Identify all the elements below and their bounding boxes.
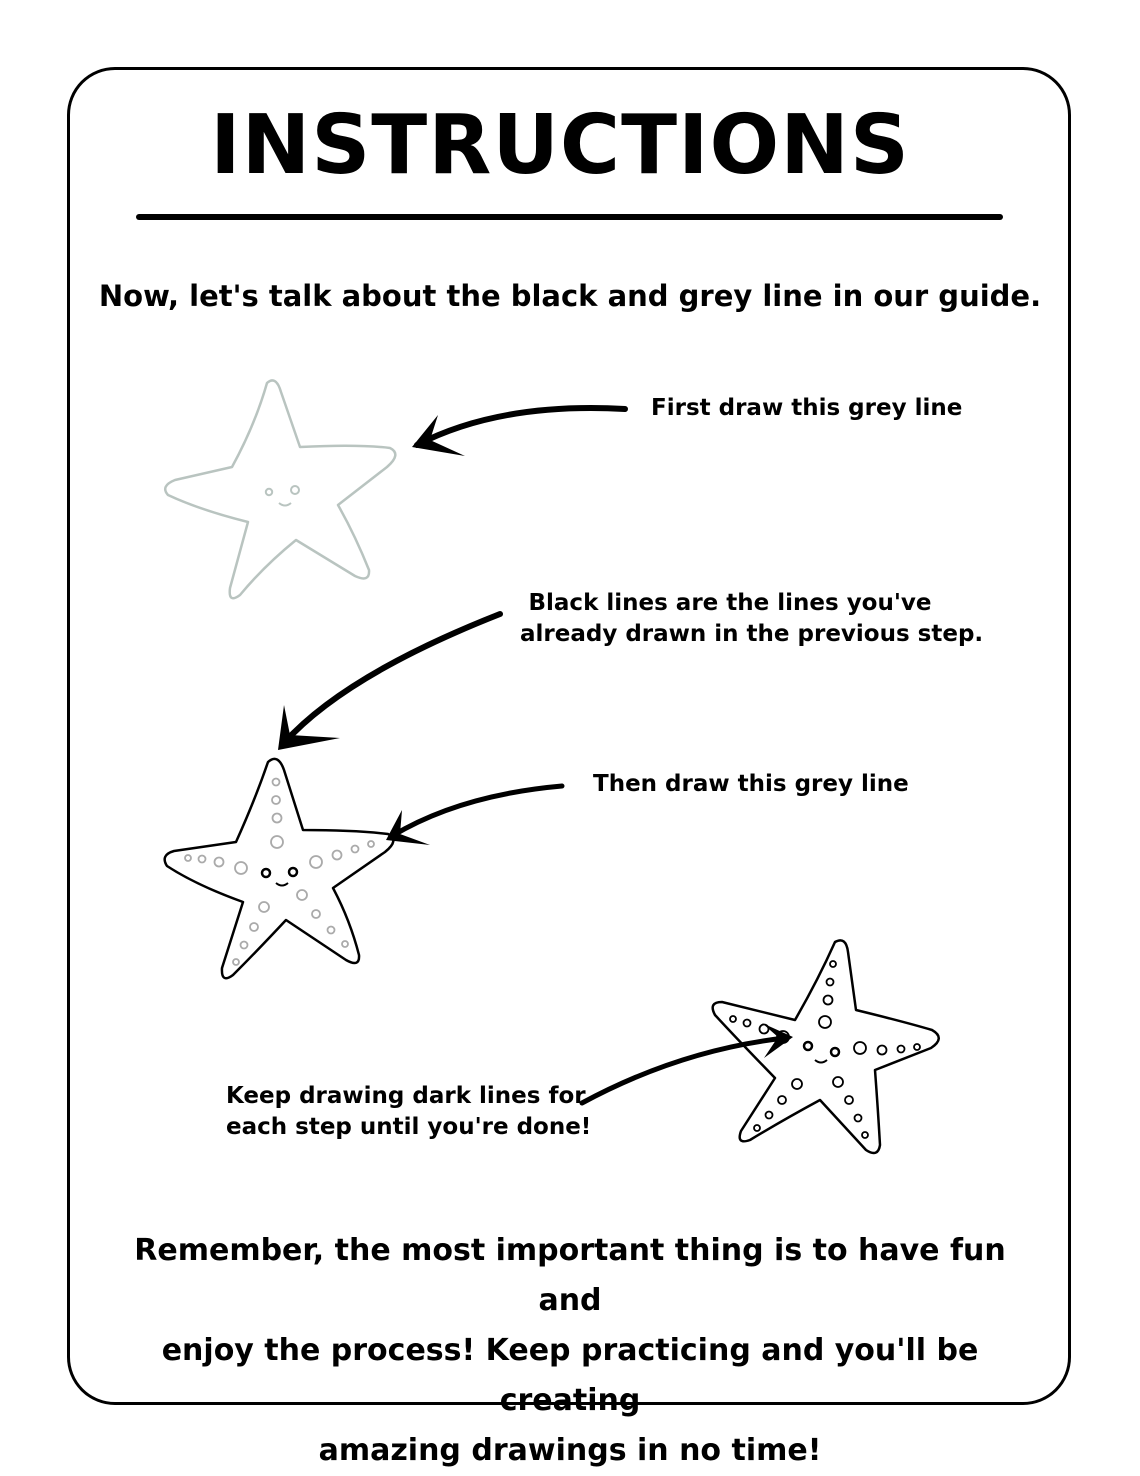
step-black-lines-line-2: already drawn in the previous step. [520,621,984,647]
starfish-finished-icon [713,940,939,1153]
step-black-lines-line-1: Black lines are the lines you've [528,590,932,616]
step-keep-line-1: Keep drawing dark lines for [226,1083,586,1109]
closing-line-3: amazing drawings in no time! [318,1433,822,1468]
intro-text: Now, let's talk about the black and grey line in our guide. [98,279,1042,313]
step-first-label: First draw this grey line [651,395,963,421]
arrow-icon [278,614,500,750]
closing-line-1: Remember, the most important thing is to have fun and [134,1233,1006,1318]
step-black-lines-label [520,588,984,650]
starfish-step-two-icon [165,759,394,978]
page-title: INSTRUCTIONS [210,98,910,193]
step-keep-label [226,1081,592,1143]
starfish-outline-grey-icon [165,380,395,598]
closing-text [120,1226,1020,1476]
arrow-icon [386,786,562,845]
arrow-icon [412,408,625,456]
closing-line-2: enjoy the process! Keep practicing and you'll be creating [161,1333,979,1418]
step-keep-line-2: each step until you're done! [226,1114,592,1140]
step-then-label: Then draw this grey line [593,771,909,797]
